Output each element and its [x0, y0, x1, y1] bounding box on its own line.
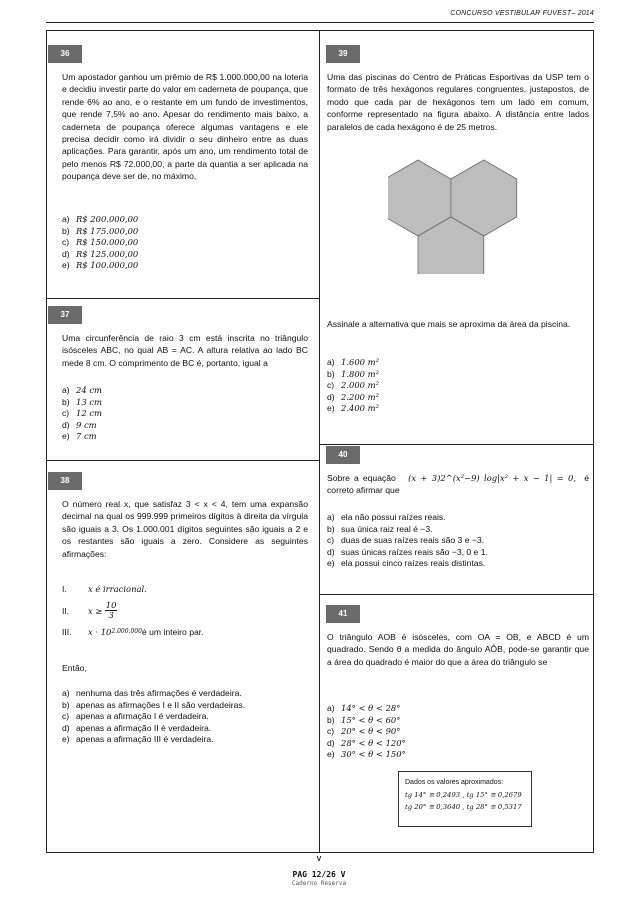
option-36-e[interactable]: e) R$ 100.000,00: [62, 260, 139, 271]
frame-right: [593, 30, 594, 852]
option-36-b[interactable]: b) R$ 175.000,00: [62, 225, 139, 236]
question-37-text: [62, 332, 308, 369]
option-41-a[interactable]: a) 14° < θ < 28°: [327, 703, 401, 713]
info-title: Dados os valores aproximados:: [405, 779, 504, 786]
caderno-label: Caderno Reserva: [291, 880, 347, 887]
option-41-b[interactable]: b) 15° < θ < 60°: [327, 714, 401, 725]
exam-header: CONCURSO VESTIBULAR FUVEST– 2014: [450, 10, 594, 17]
frame-bottom: [46, 852, 594, 853]
option-39-b[interactable]: b) 1.800 m²: [327, 368, 379, 379]
separator-37-38: [46, 460, 319, 461]
question-number-37: 37: [48, 306, 82, 324]
option-36-c[interactable]: c) R$ 150.000,00: [62, 237, 139, 248]
option-38-a[interactable]: a) nenhuma das três afirmações é verdadeira.: [62, 688, 242, 698]
question-41-statement: O triângulo AOB é isósceles, com OA = OB, e ABCD é um quadrado. Sendo θ a medida do ângulo AÔB, pode-se garantir que a área do quadrado é maior do que a área do triângulo se: [327, 632, 589, 667]
option-41-d[interactable]: d) 28° < θ < 120°: [327, 737, 406, 748]
equation: (x + 3)2^(x²−9) log|x² + x − 1| = 0,: [408, 473, 577, 483]
option-40-b[interactable]: b) sua única raiz real é −3.: [327, 523, 433, 534]
option-38-c[interactable]: c) apenas a afirmação I é verdadeira.: [62, 711, 209, 722]
option-37-c[interactable]: c) 12 cm: [62, 408, 102, 419]
footer-mark: V: [316, 856, 322, 863]
question-38-statement: O número real x, que satisfaz 3 < x < 4, tem uma expansão decimal na qual os 999.999 primeiros dígitos à direita da vírgula são iguais a 3. Os 1.000.001 dígitos seguintes são iguais a 2 e os restantes são iguais a zero. Considere as seguintes afirmações:: [62, 499, 308, 559]
option-39-a[interactable]: a) 1.600 m²: [327, 357, 379, 367]
question-40-options: [327, 512, 589, 570]
question-36-options: [62, 214, 308, 272]
header-rule: [46, 22, 594, 23]
column-divider: [319, 30, 320, 852]
option-37-a[interactable]: a) 24 cm: [62, 385, 102, 395]
question-number-40: 40: [326, 446, 360, 464]
question-40-text: [327, 472, 589, 497]
question-38-lead: Então,: [62, 663, 87, 673]
question-number-38: 38: [48, 472, 82, 490]
question-38-options: [62, 688, 308, 746]
option-36-d[interactable]: d) R$ 125.000,00: [62, 248, 139, 259]
question-38-affirmations: [62, 583, 308, 638]
question-37-statement: Uma circunferência de raio 3 cm está inscrita no triângulo isósceles ABC, no qual AB = AC. A altura relativa ao lado BC mede 8 cm. O comprimento de BC é, portanto, igual a: [62, 333, 308, 368]
affirmation-II: II. x ≥ $\frac{10}{3}$: [62, 600, 117, 620]
option-37-d[interactable]: d) 9 cm: [62, 419, 97, 430]
option-37-e[interactable]: e) 7 cm: [62, 431, 97, 442]
option-41-c[interactable]: c) 20° < θ < 90°: [327, 726, 401, 737]
affirmation-III: III. x · 10 2.000.000 é um inteiro par.: [62, 627, 204, 637]
affirmation-I: I. x é irracional.: [62, 584, 147, 594]
question-40-outro: é correto afirmar que: [327, 473, 589, 496]
question-40-intro: Sobre a equação: [327, 473, 396, 483]
question-41-text: [327, 631, 589, 668]
info-line-2: tg 20° ≅ 0,3640 , tg 28° ≅ 0,5317: [405, 803, 522, 811]
page-number: PAG 12/26 V: [292, 870, 346, 879]
question-36-text: [62, 71, 308, 183]
option-38-e[interactable]: e) apenas a afirmação III é verdadeira.: [62, 734, 214, 745]
info-line-1: tg 14° ≅ 0,2493 , tg 15° ≅ 0,2679: [405, 791, 522, 799]
separator-39-40: [319, 444, 593, 445]
fraction: $\frac{10}{3}$: [105, 600, 117, 620]
approximate-values-box: [398, 771, 532, 827]
option-37-b[interactable]: b) 13 cm: [62, 396, 102, 407]
option-40-e[interactable]: e) ela possui cinco raízes reais distintas.: [327, 558, 486, 569]
question-39-options: [327, 357, 589, 415]
option-40-d[interactable]: d) suas únicas raízes reais são −3, 0 e 1.: [327, 546, 488, 557]
frame-left: [46, 30, 47, 852]
option-38-d[interactable]: d) apenas a afirmação II é verdadeira.: [62, 722, 212, 733]
question-36-statement: Um apostador ganhou um prêmio de R$ 1.000.000,00 na loteria e decidiu investir parte do valor em caderneta de poupança, que rende 6% ao ano, e o restante em um fundo de investimentos, que rende 7,5% ao ano. Apesar do rendimento mais baixo, a caderneta de poupança oferece algumas vantagens e ele precisa decidir como irá dividir o seu dinheiro entre as duas aplicações. Para garantir, após um ano, um rendimento total de pelo menos R$ 72.000,00, a parte da quantia a ser aplicada na poupança deve ser de, no máximo,: [62, 72, 308, 182]
option-39-d[interactable]: d) 2.200 m²: [327, 391, 379, 402]
question-number-36: 36: [48, 45, 82, 63]
option-38-b[interactable]: b) apenas as afirmações I e II são verdadeiras.: [62, 699, 246, 710]
question-number-41: 41: [326, 605, 360, 623]
question-39-text: [327, 71, 589, 133]
separator-40-41: [319, 594, 593, 595]
option-41-e[interactable]: e) 30° < θ < 150°: [327, 749, 406, 760]
option-40-c[interactable]: c) duas de suas raízes reais são 3 e −3.: [327, 535, 485, 546]
separator-36-37: [46, 298, 319, 299]
question-number-39: 39: [326, 45, 360, 63]
question-41-options: [327, 703, 589, 761]
option-36-a[interactable]: a) R$ 200.000,00: [62, 214, 139, 224]
hexagon-pool-figure: [388, 158, 538, 274]
question-38-text: [62, 498, 308, 560]
frame-top: [46, 30, 594, 31]
option-39-c[interactable]: c) 2.000 m²: [327, 380, 379, 391]
question-39-prompt: Assinale a alternativa que mais se aproxima da área da piscina.: [327, 319, 571, 329]
question-37-options: [62, 385, 308, 443]
question-39-statement: Uma das piscinas do Centro de Práticas Esportivas da USP tem o formato de três hexágonos regulares congruentes, justapostos, de modo que cada par de hexágonos tem um lado em comum, conforme representado na figura abaixo. A distância entre lados paralelos de cada hexágono é de 25 metros.: [327, 72, 589, 132]
option-40-a[interactable]: a) ela não possui raízes reais.: [327, 512, 446, 522]
option-39-e[interactable]: e) 2.400 m²: [327, 403, 379, 414]
